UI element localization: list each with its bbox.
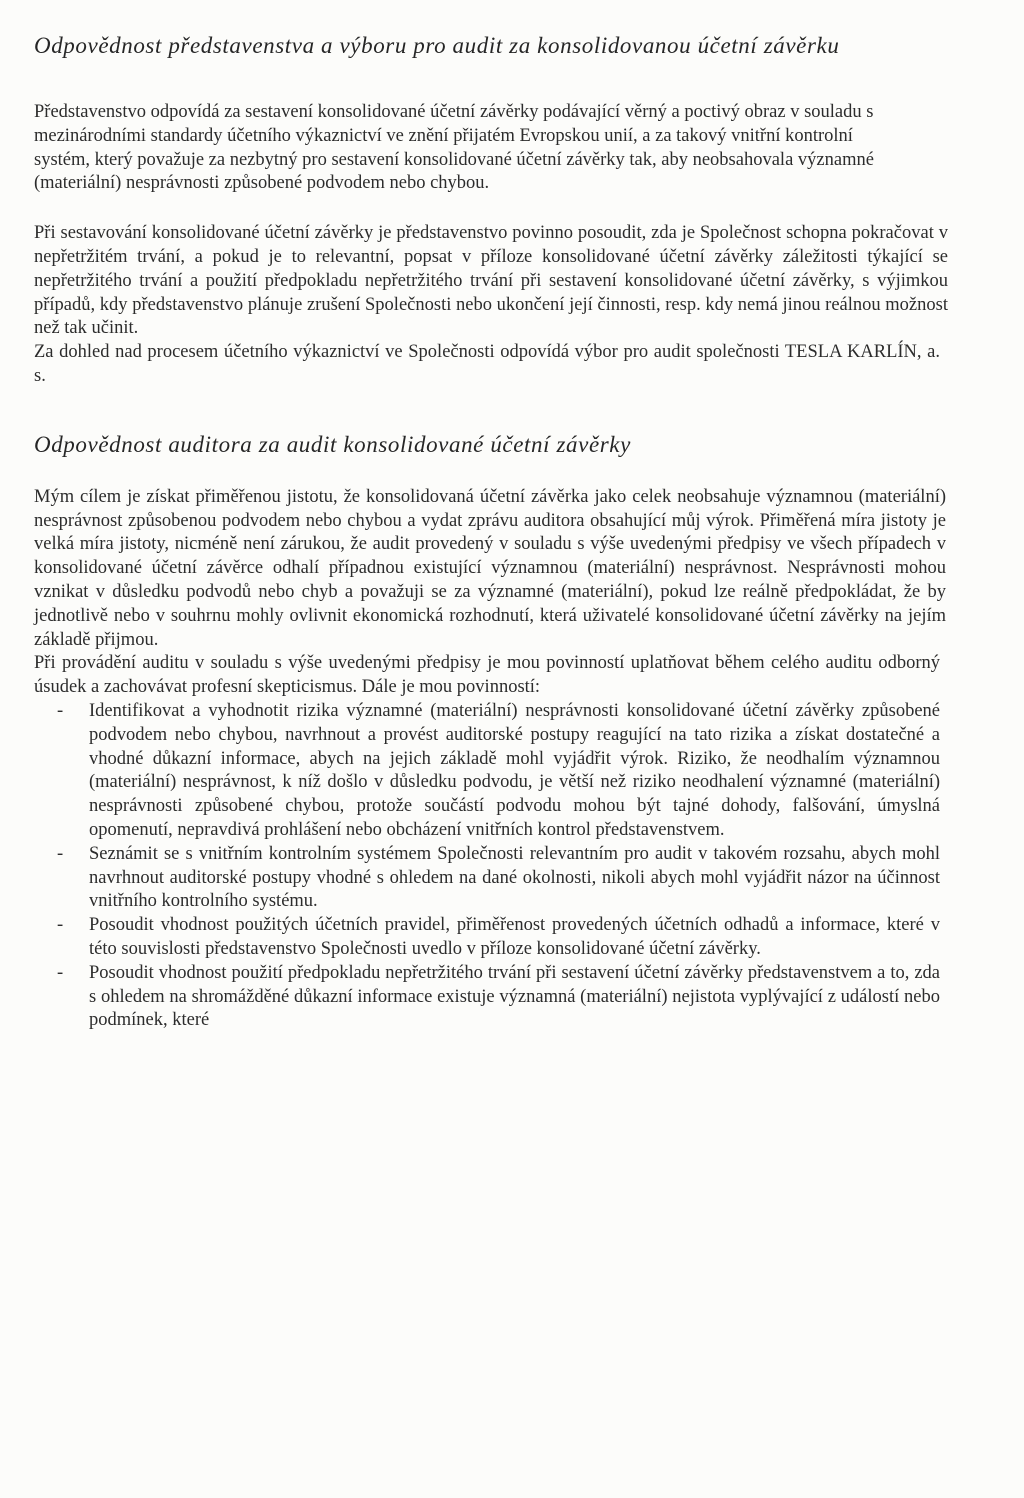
list-item xyxy=(34,962,940,1033)
paragraph-going-concern: Při sestavování konsolidované účetní závěrky je představenstvo povinno posoudit, zda je Společnost schopna pokračovat v nepřetržitém trvání, a pokud je to relevantní, popsat v příloze konsolidované účetní závěrky záležitosti týkající se nepřetržitého trvání a použití předpokladu nepřetržitého trvání při sestavení konsolidované účetní závěrky, s výjimkou případů, kdy představenstvo plánuje zrušení Společnosti nebo ukončení její činnosti, resp. kdy nemá jinou reálnou možnost než tak učinit. xyxy=(34,223,948,339)
paragraph-auditor-duties-intro: Při provádění auditu v souladu s výše uvedenými předpisy je mou povinností uplatňovat během celého auditu odborný úsudek a zachovávat profesní skepticismus. Dále je mou povinností: xyxy=(34,653,940,698)
list-item-text: Seznámit se s vnitřním kontrolním systémem Společnosti relevantním pro audit v takovém rozsahu, abych mohl navrhnout auditorské postupy vhodné s ohledem na dané okolnosti, nikoli abych mohl vyjádřit názor na účinnost vnitřního kontrolního systému. xyxy=(89,843,940,912)
list-item xyxy=(34,843,940,914)
list-dash: - xyxy=(57,962,64,983)
list-dash: - xyxy=(57,700,64,721)
section-heading-board-responsibility: Odpovědnost představenstva a výboru pro audit za konsolidovanou účetní závěrku xyxy=(34,33,840,58)
paragraph-auditor-goal: Mým cílem je získat přiměřenou jistotu, že konsolidovaná účetní závěrka jako celek neobsahuje významnou (materiální) nesprávnost způsobenou podvodem nebo chybou a vydat zprávu auditora obsahující můj výrok. Přiměřená míra jistoty je velká míra jistoty, nicméně není zárukou, že audit provedený v souladu s výše uvedenými předpisy ve všech případech v konsolidované účetní závěrce odhalí případnou existující významnou (materiální) nesprávnost. Nesprávnosti mohou vznikat v důsledku podvodů nebo chyb a považuji se za významné (materiální), pokud lze reálně předpokládat, že by jednotlivě nebo v souhrnu mohly ovlivnit ekonomická rozhodnutí, která uživatelé konsolidované účetní závěrky na jejím základě přijmou. xyxy=(34,486,946,650)
list-item xyxy=(34,914,940,962)
list-dash: - xyxy=(57,915,64,936)
auditor-duties-list xyxy=(34,700,940,1033)
list-item-text: Posoudit vhodnost použití předpokladu nepřetržitého trvání při sestavení účetní závěrky představenstvem a to, zda s ohledem na shromážděné důkazní informace existuje významná (materiální) nejistota vyplývající z událostí nebo podmínek, které xyxy=(89,962,940,1031)
list-item xyxy=(34,700,940,843)
section-heading-auditor-responsibility: Odpovědnost auditora za audit konsolidované účetní závěrky xyxy=(34,431,631,457)
list-item-text: Identifikovat a vyhodnotit rizika významné (materiální) nesprávnosti konsolidované účetní závěrky způsobené podvodem nebo chybou, navrhnout a provést auditorské postupy reagující na tato rizika a získat dostatečné a vhodné důkazní informace, abych na jejich základě mohl vyjádřit výrok. Riziko, že neodhalím významnou (materiální) nesprávnost, k níž došlo v důsledku podvodu, je větší než riziko neodhalení významné (materiální) nesprávnosti způsobené chybou, protože součástí podvodu mohou být tajné dohody, falšování, úmyslná opomenutí, nepravdivá prohlášení nebo obcházení vnitřních kontrol představenstvem. xyxy=(89,700,940,840)
paragraph-audit-committee: Za dohled nad procesem účetního výkaznictví ve Společnosti odpovídá výbor pro audit společnosti TESLA KARLÍN, a. s. xyxy=(34,342,940,386)
list-item-text: Posoudit vhodnost použitých účetních pravidel, přiměřenost provedených účetních odhadů a informace, které v této souvislosti představenstvo Společnosti uvedlo v příloze konsolidované účetní závěrky. xyxy=(89,915,940,959)
list-dash: - xyxy=(57,843,64,864)
paragraph-board-responsibility: Představenstvo odpovídá za sestavení konsolidované účetní závěrky podávající věrný a poctivý obraz v souladu s mezinárodními standardy účetního výkaznictví ve znění přijatém Evropskou unií, a za takový vnitřní kontrolní systém, který považuje za nezbytný pro sestavení konsolidované účetní závěrky tak, aby neobsahovala významné (materiální) nesprávnosti způsobené podvodem nebo chybou. xyxy=(34,102,874,194)
